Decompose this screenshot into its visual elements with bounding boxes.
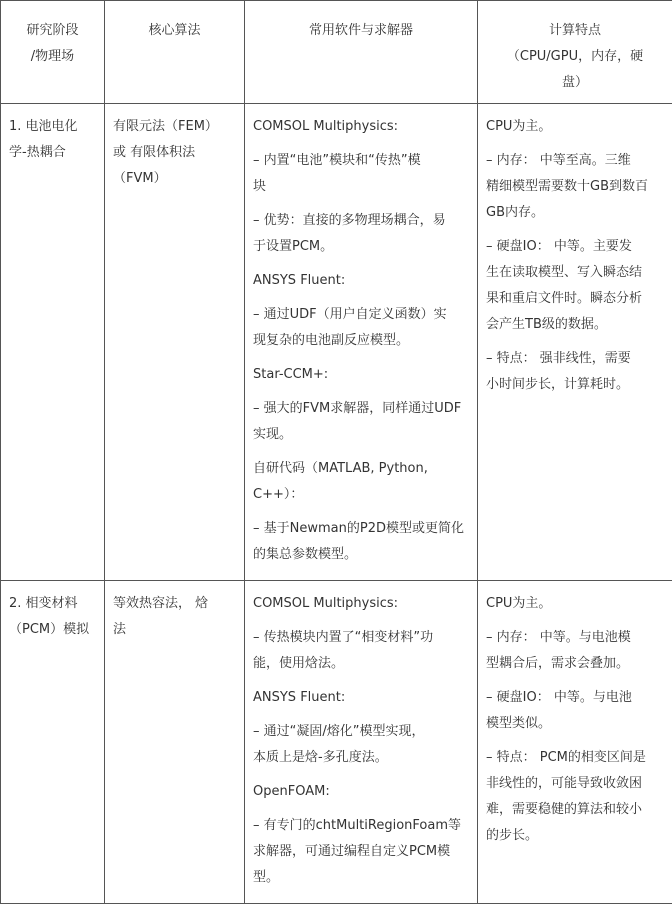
header-algorithm [105, 1, 245, 104]
software-paragraph [253, 268, 469, 294]
text-line: – 基于Newman的P2D模型或更简化 [253, 516, 469, 542]
text-line: – 硬盘IO： 中等。主要发 [486, 234, 664, 260]
software-paragraph [253, 456, 469, 508]
compute-paragraph [486, 346, 664, 398]
header-stage [1, 1, 105, 104]
software-paragraph [253, 396, 469, 448]
compute-paragraph [486, 148, 664, 226]
text-line: 现复杂的电池副反应模型。 [253, 328, 469, 354]
software-paragraph [253, 813, 469, 891]
text-line: ANSYS Fluent: [253, 685, 469, 711]
text-line: – 传热模块内置了“相变材料”功 [253, 625, 469, 651]
cell-stage [1, 104, 105, 581]
compute-paragraph [486, 591, 664, 617]
text-line: 非线性的，可能导致收敛困 [486, 771, 664, 797]
header-software [245, 1, 478, 104]
table-row [1, 104, 672, 581]
text-line: （FVM） [113, 166, 236, 192]
text-line: 或 有限体积法 [113, 140, 236, 166]
text-line: COMSOL Multiphysics: [253, 591, 469, 617]
text-line: – 内置“电池”模块和“传热”模 [253, 148, 469, 174]
text-line: – 优势：直接的多物理场耦合，易 [253, 208, 469, 234]
software-paragraph [253, 719, 469, 771]
text-line: – 硬盘IO： 中等。与电池 [486, 685, 664, 711]
cell-compute [478, 581, 672, 904]
text-line: – 内存： 中等至高。三维 [486, 148, 664, 174]
cell-compute [478, 104, 672, 581]
text-line: 生在读取模型、写入瞬态结 [486, 260, 664, 286]
software-paragraph [253, 516, 469, 568]
text-line: CPU为主。 [486, 114, 664, 140]
software-paragraph [253, 591, 469, 617]
compute-paragraph [486, 685, 664, 737]
text-line: 核心算法 [105, 18, 244, 44]
cell-algorithm [105, 581, 245, 904]
text-line: 计算特点 [478, 18, 672, 44]
text-line: 2. 相变材料 [9, 591, 96, 617]
text-line: 果和重启文件时。瞬态分析 [486, 286, 664, 312]
text-line: – 通过“凝固/熔化”模型实现， [253, 719, 469, 745]
text-line: 模型类似。 [486, 711, 664, 737]
software-paragraph [253, 685, 469, 711]
cell-software [245, 104, 478, 581]
text-line: – 有专门的chtMultiRegionFoam等 [253, 813, 469, 839]
text-line: 小时间步长，计算耗时。 [486, 372, 664, 398]
text-line: Star-CCM+: [253, 362, 469, 388]
text-line: 有限元法（FEM） [113, 114, 236, 140]
text-line: 型。 [253, 865, 469, 891]
software-paragraph [253, 114, 469, 140]
text-line: 常用软件与求解器 [245, 18, 477, 44]
text-line: 本质上是焓-多孔度法。 [253, 745, 469, 771]
software-paragraph [253, 362, 469, 388]
text-line: 法 [113, 617, 236, 643]
text-line: （CPU/GPU，内存，硬 [478, 44, 672, 70]
text-line: ANSYS Fluent: [253, 268, 469, 294]
text-line: 盘） [478, 70, 672, 96]
table-header-row [1, 1, 672, 104]
software-paragraph [253, 148, 469, 200]
text-line: OpenFOAM: [253, 779, 469, 805]
text-line: – 内存： 中等。与电池模 [486, 625, 664, 651]
text-line: – 特点： PCM的相变区间是 [486, 745, 664, 771]
text-line: GB内存。 [486, 200, 664, 226]
text-line: 学-热耦合 [9, 140, 96, 166]
compute-paragraph [486, 625, 664, 677]
header-compute [478, 1, 672, 104]
text-line: 的步长。 [486, 823, 664, 849]
software-paragraph [253, 208, 469, 260]
text-line: 于设置PCM。 [253, 234, 469, 260]
software-paragraph [253, 779, 469, 805]
text-line: 等效热容法， 焓 [113, 591, 236, 617]
text-line: （PCM）模拟 [9, 617, 96, 643]
text-line: 求解器，可通过编程自定义PCM模 [253, 839, 469, 865]
text-line: COMSOL Multiphysics: [253, 114, 469, 140]
text-line: – 特点： 强非线性，需要 [486, 346, 664, 372]
text-line: 型耦合后，需求会叠加。 [486, 651, 664, 677]
text-line: 的集总参数模型。 [253, 542, 469, 568]
text-line: – 强大的FVM求解器，同样通过UDF [253, 396, 469, 422]
text-line: 研究阶段 [1, 18, 104, 44]
text-line: C++）： [253, 482, 469, 508]
cell-algorithm [105, 104, 245, 581]
text-line: 难，需要稳健的算法和较小 [486, 797, 664, 823]
software-paragraph [253, 302, 469, 354]
text-line: /物理场 [1, 44, 104, 70]
compute-paragraph [486, 114, 664, 140]
text-line: – 通过UDF（用户自定义函数）实 [253, 302, 469, 328]
text-line: 精细模型需要数十GB到数百 [486, 174, 664, 200]
software-paragraph [253, 625, 469, 677]
text-line: 块 [253, 174, 469, 200]
compute-paragraph [486, 745, 664, 849]
table-row [1, 581, 672, 904]
text-line: 会产生TB级的数据。 [486, 312, 664, 338]
text-line: 自研代码（MATLAB, Python, [253, 456, 469, 482]
cell-stage [1, 581, 105, 904]
cell-software [245, 581, 478, 904]
text-line: CPU为主。 [486, 591, 664, 617]
text-line: 实现。 [253, 422, 469, 448]
compute-paragraph [486, 234, 664, 338]
text-line: 1. 电池电化 [9, 114, 96, 140]
text-line: 能，使用焓法。 [253, 651, 469, 677]
